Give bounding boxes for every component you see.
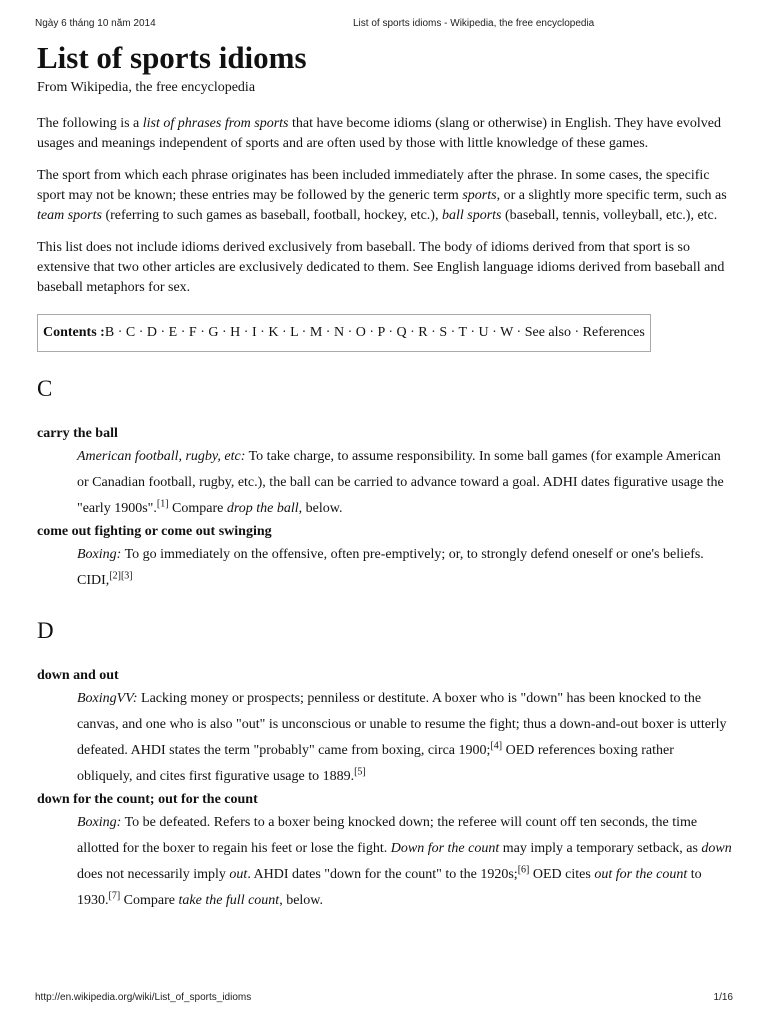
idiom-term: carry the ball bbox=[37, 426, 118, 441]
intro2-text-g: (baseball, tennis, volleyball, etc.), etc. bbox=[501, 208, 718, 223]
toc-link-l[interactable]: L bbox=[290, 325, 299, 340]
intro2-italic-ball-sports: ball sports bbox=[441, 208, 502, 223]
print-url: http://en.wikipedia.org/wiki/List_of_sports_idioms bbox=[35, 992, 252, 1003]
toc-link-c[interactable]: C bbox=[125, 325, 136, 340]
citation-link[interactable]: [5] bbox=[354, 766, 366, 778]
intro2-italic-sports: sports bbox=[462, 188, 497, 203]
toc-link-h[interactable]: H bbox=[230, 325, 241, 340]
toc-link-b[interactable]: B bbox=[104, 325, 115, 340]
toc-label: Contents : bbox=[43, 325, 105, 340]
definition-italic: drop the ball bbox=[226, 501, 299, 516]
print-page-title: List of sports idioms - Wikipedia, the free encyclopedia bbox=[353, 18, 595, 29]
idiom-definition bbox=[77, 810, 732, 914]
idiom-sport: Boxing: bbox=[77, 547, 122, 562]
toc-separator: · bbox=[196, 325, 209, 340]
toc-link-q[interactable]: Q bbox=[396, 325, 407, 340]
toc-separator: · bbox=[466, 325, 479, 340]
toc-separator: · bbox=[384, 325, 397, 340]
toc-separator: · bbox=[218, 325, 231, 340]
definition-text: to 1930. bbox=[77, 867, 702, 908]
intro2-text-e: (referring to such games as baseball, football, hockey, etc.), bbox=[101, 208, 442, 223]
toc-separator: · bbox=[513, 325, 525, 340]
idiom-sport: BoxingVV: bbox=[77, 691, 138, 706]
idiom-sport: Boxing: bbox=[77, 815, 122, 830]
intro1-text-a: The following is a bbox=[37, 116, 143, 131]
definition-text: To be defeated. Refers to a boxer being knocked down; the referee will count off ten seconds, the time allotted for the boxer to regain his feet or lose the fight. bbox=[77, 815, 698, 856]
definition-italic: Down for the count bbox=[390, 841, 500, 856]
definition-text: OED references boxing rather obliquely, and cites first figurative usage to 1889. bbox=[77, 743, 674, 784]
definition-text: Lacking money or prospects; penniless or destitute. A boxer who is "down" has been knocked to the canvas, and one who is also "out" is unconscious or unable to resume the fight; thus a down-and-out boxer is utterly defeated. AHDI states the term "probably" came from boxing, circa 1900; bbox=[77, 691, 727, 758]
idiom-term: come out fighting or come out swinging bbox=[37, 524, 272, 539]
toc-link-see-also[interactable]: See also bbox=[524, 325, 571, 340]
toc-link-u[interactable]: U bbox=[478, 325, 489, 340]
toc-separator: · bbox=[157, 325, 169, 340]
definition-text: OED cites bbox=[529, 867, 595, 882]
toc-link-w[interactable]: W bbox=[500, 325, 514, 340]
toc-separator: · bbox=[406, 325, 419, 340]
section-heading-d: D bbox=[37, 618, 54, 643]
toc-link-k[interactable]: K bbox=[268, 325, 279, 340]
citation-link[interactable]: [6] bbox=[517, 864, 530, 876]
toc-separator: · bbox=[135, 325, 147, 340]
toc-link-t[interactable]: T bbox=[458, 325, 467, 340]
idiom-sport: American football, rugby, etc: bbox=[77, 449, 246, 464]
intro2-italic-team-sports: team sports bbox=[37, 208, 102, 223]
toc-separator: · bbox=[365, 325, 378, 340]
table-of-contents bbox=[37, 314, 651, 352]
idiom-definition bbox=[77, 686, 732, 790]
page-title: List of sports idioms bbox=[37, 40, 307, 75]
definition-text: To take charge, to assume responsibility. In some ball games (for example American or Canadian football, rugby, etc.), the ball can be carried to advance toward a goal. ADHI dates figurative usage the "early 1900s". bbox=[77, 449, 724, 516]
toc-link-d[interactable]: D bbox=[146, 325, 157, 340]
toc-link-m[interactable]: M bbox=[309, 325, 323, 340]
definition-text: , below. bbox=[279, 893, 324, 908]
toc-separator: · bbox=[298, 325, 310, 340]
intro1-text-c: that have become idioms (slang or otherwise) in English. They have evolved usages and meanings independent of sports and are often used by those with little knowledge of these games. bbox=[37, 116, 721, 151]
toc-separator: · bbox=[427, 325, 440, 340]
article-content bbox=[37, 38, 732, 914]
section-heading-c: C bbox=[37, 376, 53, 401]
toc-separator: · bbox=[447, 325, 459, 340]
intro-paragraph-3: This list does not include idioms derived exclusively from baseball. The body of idioms derived from that sport is so extensive that two other articles are exclusively dedicated to them. See English language idioms derived from baseball and baseball metaphors for sex. bbox=[37, 240, 725, 295]
definition-text: Compare bbox=[168, 501, 227, 516]
definition-italic: take the full count bbox=[178, 893, 280, 908]
idiom-list-d bbox=[37, 666, 732, 914]
definition-text: Compare bbox=[120, 893, 179, 908]
toc-separator: · bbox=[322, 325, 334, 340]
intro2-text-c: , or a slightly more specific term, such as bbox=[496, 188, 727, 203]
toc-separator: · bbox=[177, 325, 189, 340]
citation-link[interactable]: [2] bbox=[109, 570, 121, 582]
citation-link[interactable]: [7] bbox=[108, 890, 121, 902]
toc-link-p[interactable]: P bbox=[377, 325, 385, 340]
toc-link-r[interactable]: R bbox=[418, 325, 428, 340]
definition-text: . AHDI dates "down for the count" to the 1920s; bbox=[247, 867, 518, 882]
intro2-text-a: The sport from which each phrase originates has been included immediately after the phrase. In some cases, the specific sport may not be known; these entries may be followed by the generic term bbox=[37, 168, 710, 203]
toc-link-s[interactable]: S bbox=[439, 325, 448, 340]
definition-italic: out bbox=[229, 867, 248, 882]
intro-paragraph-1 bbox=[37, 114, 732, 154]
site-tagline: From Wikipedia, the free encyclopedia bbox=[37, 80, 256, 95]
citation-link[interactable]: [4] bbox=[490, 740, 503, 752]
toc-separator: · bbox=[240, 325, 252, 340]
toc-link-o[interactable]: O bbox=[355, 325, 366, 340]
toc-link-e[interactable]: E bbox=[168, 325, 178, 340]
idiom-term: down and out bbox=[37, 668, 119, 683]
print-date: Ngày 6 tháng 10 năm 2014 bbox=[35, 18, 156, 29]
toc-separator: · bbox=[278, 325, 291, 340]
toc-separator: · bbox=[488, 325, 501, 340]
toc-separator: · bbox=[344, 325, 356, 340]
toc-link-n[interactable]: N bbox=[333, 325, 345, 340]
idiom-definition bbox=[77, 444, 732, 522]
page-number: 1/16 bbox=[713, 992, 733, 1003]
intro-paragraph-2 bbox=[37, 166, 732, 226]
toc-separator: · bbox=[256, 325, 269, 340]
idiom-term: down for the count; out for the count bbox=[37, 792, 258, 807]
idiom-definition bbox=[77, 542, 732, 594]
citation-link[interactable]: [3] bbox=[120, 570, 133, 582]
citation-link[interactable]: [1] bbox=[156, 498, 169, 510]
toc-link-references[interactable]: References bbox=[582, 325, 645, 340]
toc-link-i[interactable]: I bbox=[251, 325, 257, 340]
definition-text: may imply a temporary setback, as bbox=[499, 841, 702, 856]
definition-text: does not necessarily imply bbox=[77, 867, 230, 882]
toc-separator: · bbox=[570, 325, 583, 340]
toc-link-f[interactable]: F bbox=[188, 325, 197, 340]
definition-text: , below. bbox=[298, 501, 343, 516]
toc-links bbox=[105, 325, 645, 340]
intro1-link-phrases[interactable]: list of phrases from sports bbox=[142, 116, 289, 131]
definition-italic: down bbox=[701, 841, 732, 856]
toc-link-g[interactable]: G bbox=[208, 325, 219, 340]
idiom-list-c bbox=[37, 424, 732, 594]
definition-italic: out for the count bbox=[594, 867, 688, 882]
definition-text: To go immediately on the offensive, often pre-emptively; or, to strongly defend oneself or one's beliefs. CIDI, bbox=[77, 547, 704, 588]
toc-separator: · bbox=[114, 325, 126, 340]
